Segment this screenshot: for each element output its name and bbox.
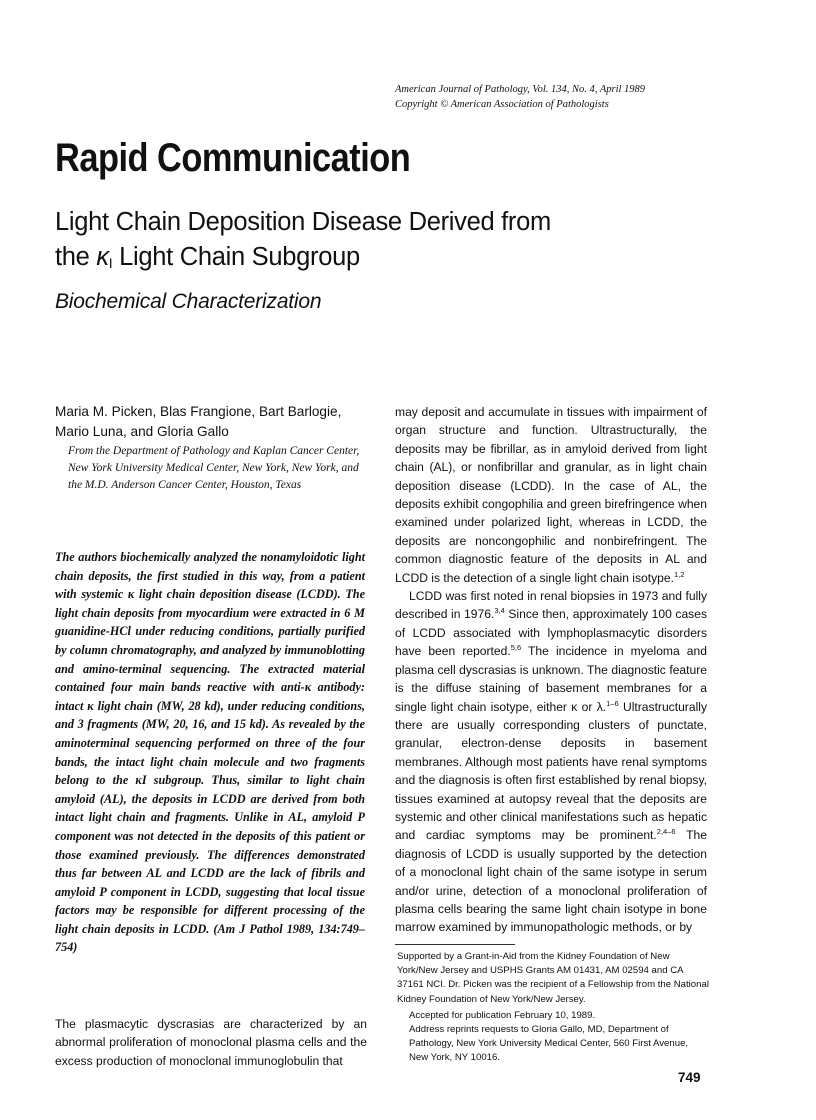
article-title	[55, 205, 675, 281]
citation-ref: 1,2	[673, 569, 685, 579]
body-text: The incidence in myeloma and plasma cell dyscrasias is unknown. The diagnostic feature is the diffuse staining of basement membranes for a single light chain isotype, either κ or λ.	[395, 644, 707, 714]
title-line-2-prefix: the	[55, 243, 97, 271]
citation-ref: 5,6	[510, 643, 522, 653]
kappa-symbol: κ	[96, 243, 109, 271]
footnote-support: Supported by a Grant-in-Aid from the Kidney Foundation of New York/New Jersey and USPHS Grants AM 01431, AM 02594 and CA 37161 NCI. Dr. Picken was the recipient of a Fellowship from the National Kidney Foundation of New York/New Jersey.	[397, 951, 709, 1005]
abstract: The authors biochemically analyzed the nonamyloidotic light chain deposits, the first studied in this way, from a patient with systemic κ light chain deposition disease (LCDD). The light chain deposits from myocardium were extracted in 6 M guanidine-HCl under reducing conditions, partially purified by column chromatography, and analyzed by immunoblotting and amino-terminal sequencing. The extracted material contained four main bands reactive with anti-κ antibody: intact κ light chain (MW, 28 kd), under reducing conditions, and 3 fragments (MW, 20, 16, and 15 kd). As revealed by the aminoterminal sequencing performed on three of the four bands, the intact light chain molecule and two fragments belong to the κI subgroup. Thus, similar to light chain amyloid (AL), the deposits in LCDD are derived from both intact light chain and fragments. Unlike in AL, amyloid P component was not detected in the deposits of this patient or those examined previously. The differences demonstrated thus far between AL and LCDD are the lack of fibrils and amyloid P component in LCDD, suggesting that local tissue factors may be responsible for different processing of the light chain deposits in LCDD. (Am J Pathol 1989, 134:749–754)	[55, 550, 365, 955]
body-text: Since then, approximately 100 cases of LCDD associated with lymphoplasmacytic disorders have been reported.	[395, 607, 707, 659]
copyright-line: Copyright © American Association of Pathologists	[395, 99, 609, 110]
body-text: may deposit and accumulate in tissues with impairment of organ structure and function. Ultrastructurally, the deposits may be fibrillar, as in amyloid derived from light chain (AL), or nonfibrillar and granular, as in light chain deposition disease (LCDD). In the case of AL, the deposits exhibit congophilia and green birefringence when examined under polarized light, whereas in LCDD, the deposits are noncongophilic and nonbirefringent. The common diagnostic feature of the deposits in AL and LCDD is the detection of a single light chain isotype.	[395, 405, 707, 585]
page-number: 749	[678, 1070, 701, 1085]
kappa-subscript: I	[108, 255, 113, 271]
citation-ref: 1–6	[606, 698, 619, 708]
footnote-reprints: Address reprints requests to Gloria Gallo, MD, Department of Pathology, New York University Medical Center, 560 First Avenue, New York, NY 10016.	[409, 1024, 689, 1064]
citation-ref: 3,4	[494, 606, 505, 616]
footnote-divider	[395, 944, 515, 945]
citation-ref: 2,4–6	[656, 827, 676, 837]
title-line-1: Light Chain Deposition Disease Derived from	[55, 208, 551, 236]
article-subtitle: Biochemical Characterization	[55, 290, 322, 313]
footnotes	[397, 950, 709, 1066]
intro-paragraph-left: The plasmacytic dyscrasias are characterized by an abnormal proliferation of monoclonal plasma cells and the excess production of monoclonal immunoglobulin that	[55, 1017, 367, 1068]
body-text: The diagnosis of LCDD is usually supported by the detection of a monoclonal light chain of the same isotype in serum and/or urine, detection of a monoclonal proliferation of plasma cells bearing the same light chain isotype in bone marrow examined by immunopathologic methods, or by	[395, 828, 707, 935]
body-text: Ultrastructurally there are usually corresponding clusters of punctate, granular, electron-dense deposits in basement membranes. Although most patients have renal symptoms and the diagnosis is often first established by renal biopsy, tissues examined at autopsy reveal that the deposits are systemic and other clinical manifestations such as hepatic and cardiac symptoms may be prominent.	[395, 699, 707, 843]
footnote-accepted: Accepted for publication February 10, 1989.	[409, 1009, 596, 1021]
title-line-2-suffix: Light Chain Subgroup	[112, 243, 360, 271]
author-affiliation: From the Department of Pathology and Kaplan Cancer Center, New York University Medical Center, New York, New York, and the M.D. Anderson Cancer Center, Houston, Texas	[68, 445, 360, 491]
body-paragraph-1	[395, 403, 707, 587]
right-column-body	[395, 403, 707, 937]
title-line-2	[55, 240, 675, 281]
body-paragraph-2	[395, 587, 707, 937]
body-text: LCDD was first noted in renal biopsies in 1973 and fully described in 1976.	[395, 589, 707, 622]
journal-header	[395, 82, 795, 112]
section-label: Rapid Communication	[55, 136, 411, 180]
author-list: Maria M. Picken, Blas Frangione, Bart Barlogie, Mario Luna, and Gloria Gallo	[55, 404, 342, 439]
journal-citation: American Journal of Pathology, Vol. 134, No. 4, April 1989	[395, 84, 646, 95]
